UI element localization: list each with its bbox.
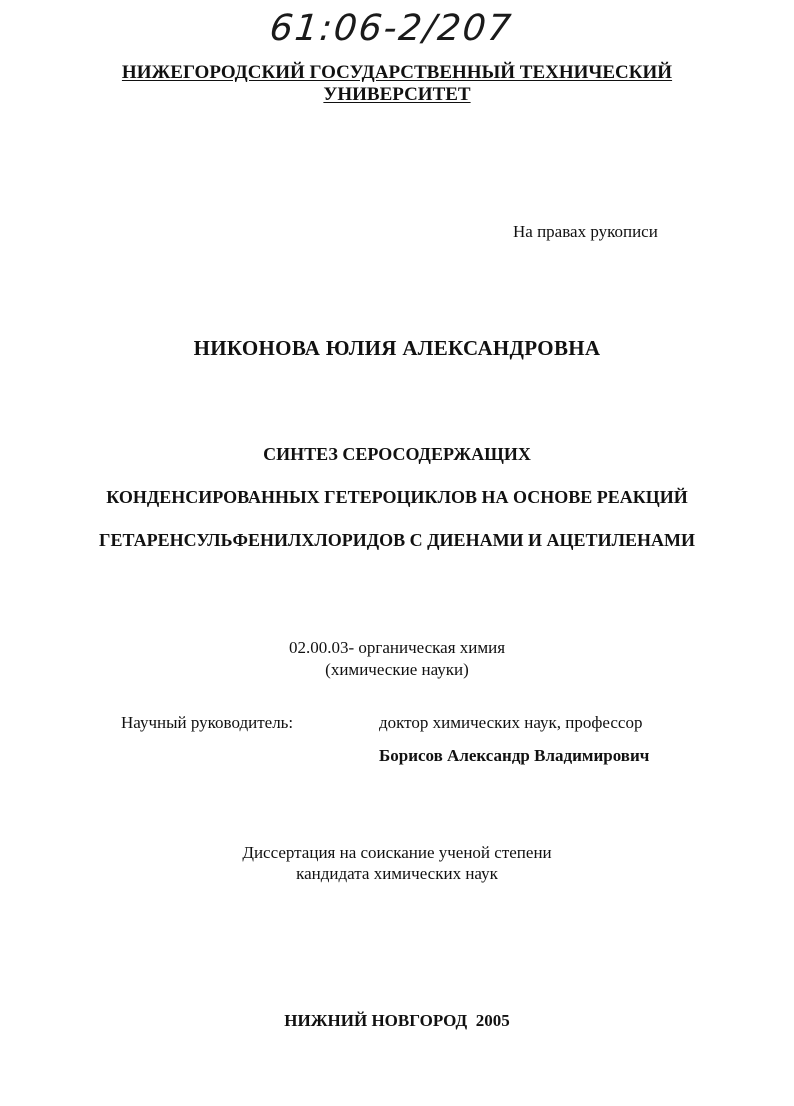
dissertation-line2: кандидата химических наук — [296, 864, 498, 883]
specialty-code: 02.00.03- органическая химия — [288, 638, 506, 657]
supervisor-degree: доктор химических наук, профессор — [379, 713, 643, 732]
university-name-line2: УНИВЕРСИТЕТ — [323, 84, 471, 105]
author-name: НИКОНОВА ЮЛИЯ АЛЕКСАНДРОВНА — [193, 336, 601, 360]
archive-number-handwritten: 61:06-2/207 — [267, 8, 515, 49]
dissertation-line1: Диссертация на соискание ученой степени — [242, 843, 552, 862]
title-line3: ГЕТАРЕНСУЛЬФЕНИЛХЛОРИДОВ С ДИЕНАМИ И АЦЕТИЛЕНАМИ — [99, 530, 695, 550]
title-line1: СИНТЕЗ СЕРОСОДЕРЖАЩИХ — [263, 444, 531, 464]
supervisor-label: Научный руководитель: — [121, 713, 294, 732]
university-name-line1: НИЖЕГОРОДСКИЙ ГОСУДАРСТВЕННЫЙ ТЕХНИЧЕСКИЙ — [121, 62, 673, 83]
specialty-field: (химические науки) — [325, 660, 469, 679]
title-line2: КОНДЕНСИРОВАННЫХ ГЕТЕРОЦИКЛОВ НА ОСНОВЕ РЕАКЦИЙ — [106, 487, 688, 507]
city-year: НИЖНИЙ НОВГОРОД 2005 — [284, 1011, 510, 1030]
supervisor-name: Борисов Александр Владимирович — [379, 746, 650, 765]
manuscript-note: На правах рукописи — [513, 222, 658, 241]
